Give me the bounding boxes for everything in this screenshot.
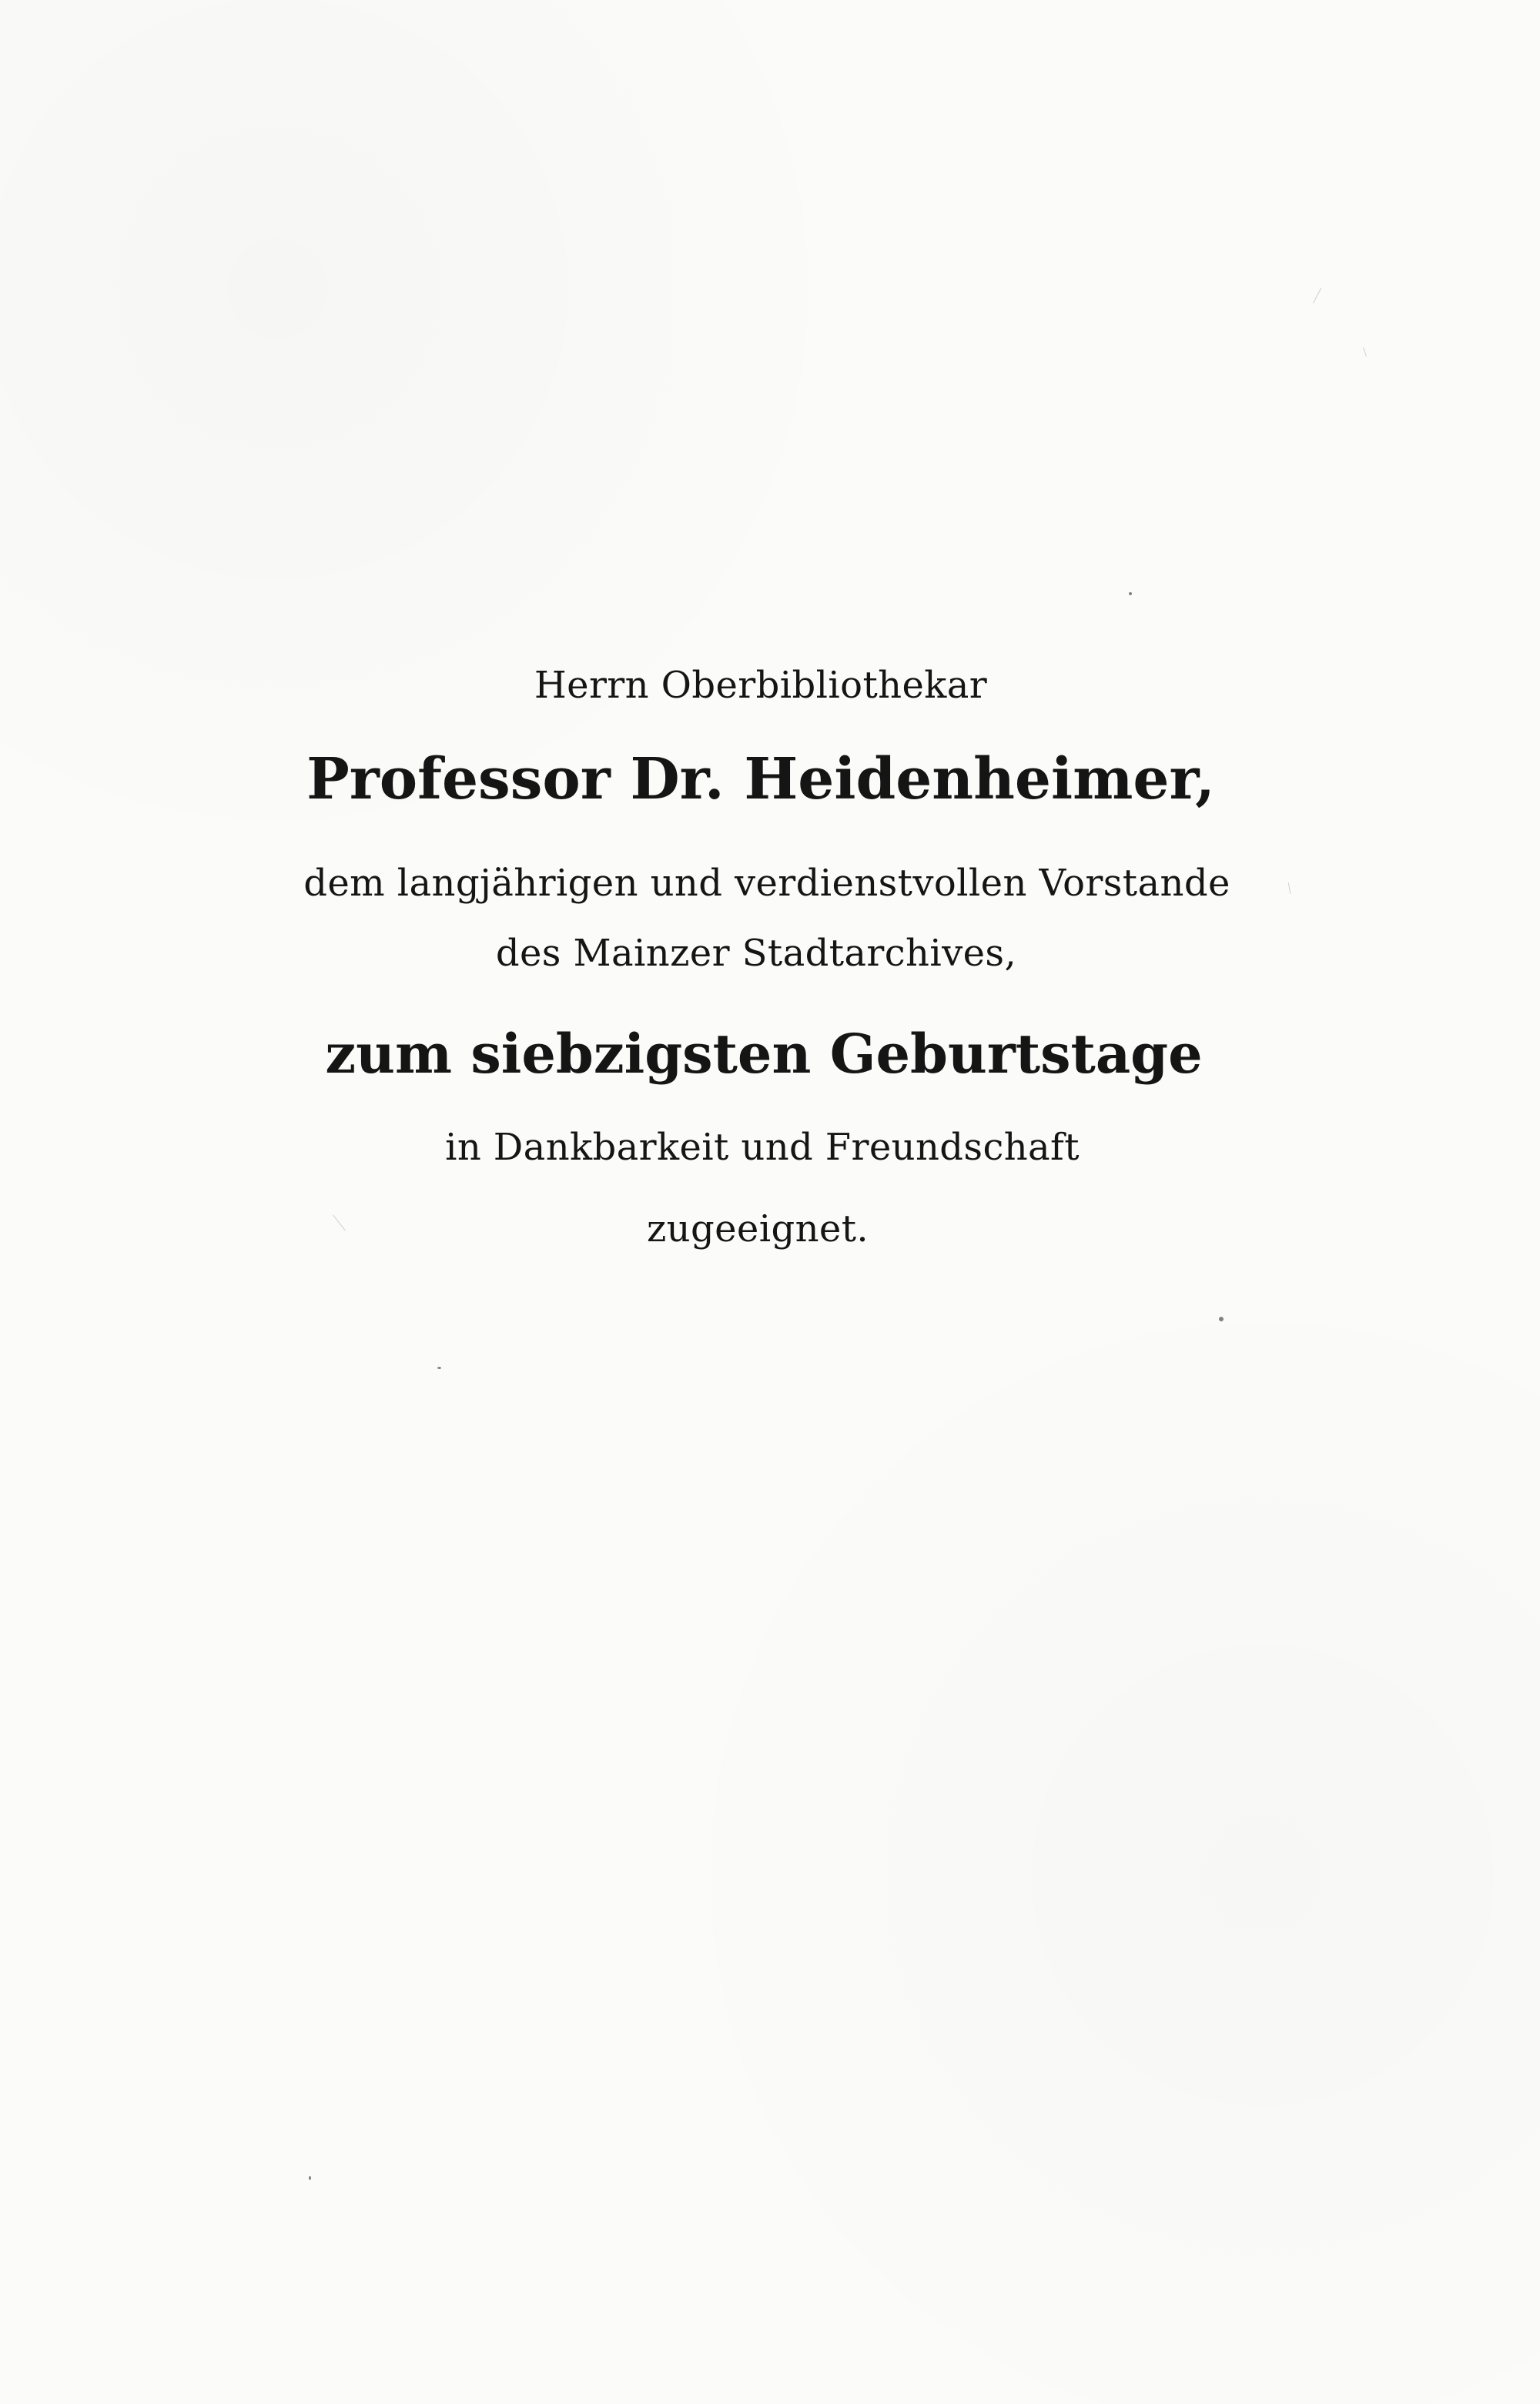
- dedication-line-3: dem langjährigen und verdienstvollen Vorstande: [303, 862, 1230, 905]
- dedication-line-7: zugeeignet.: [646, 1207, 869, 1251]
- dedication-line-2: Professor Dr. Heidenheimer,: [306, 746, 1215, 812]
- dedication-line-6: in Dankbarkeit und Freundschaft: [445, 1126, 1080, 1169]
- dedication-line-4: des Mainzer Stadtarchives,: [495, 932, 1017, 975]
- paper-speck: [309, 2176, 311, 2180]
- dedication-line-5: zum siebzigsten Geburtstage: [325, 1022, 1203, 1086]
- paper-speck: [1129, 592, 1132, 595]
- dedication-line-1: Herrn Oberbibliothekar: [534, 664, 988, 707]
- paper-speck: [437, 1367, 441, 1369]
- paper-speck: [1219, 1317, 1224, 1321]
